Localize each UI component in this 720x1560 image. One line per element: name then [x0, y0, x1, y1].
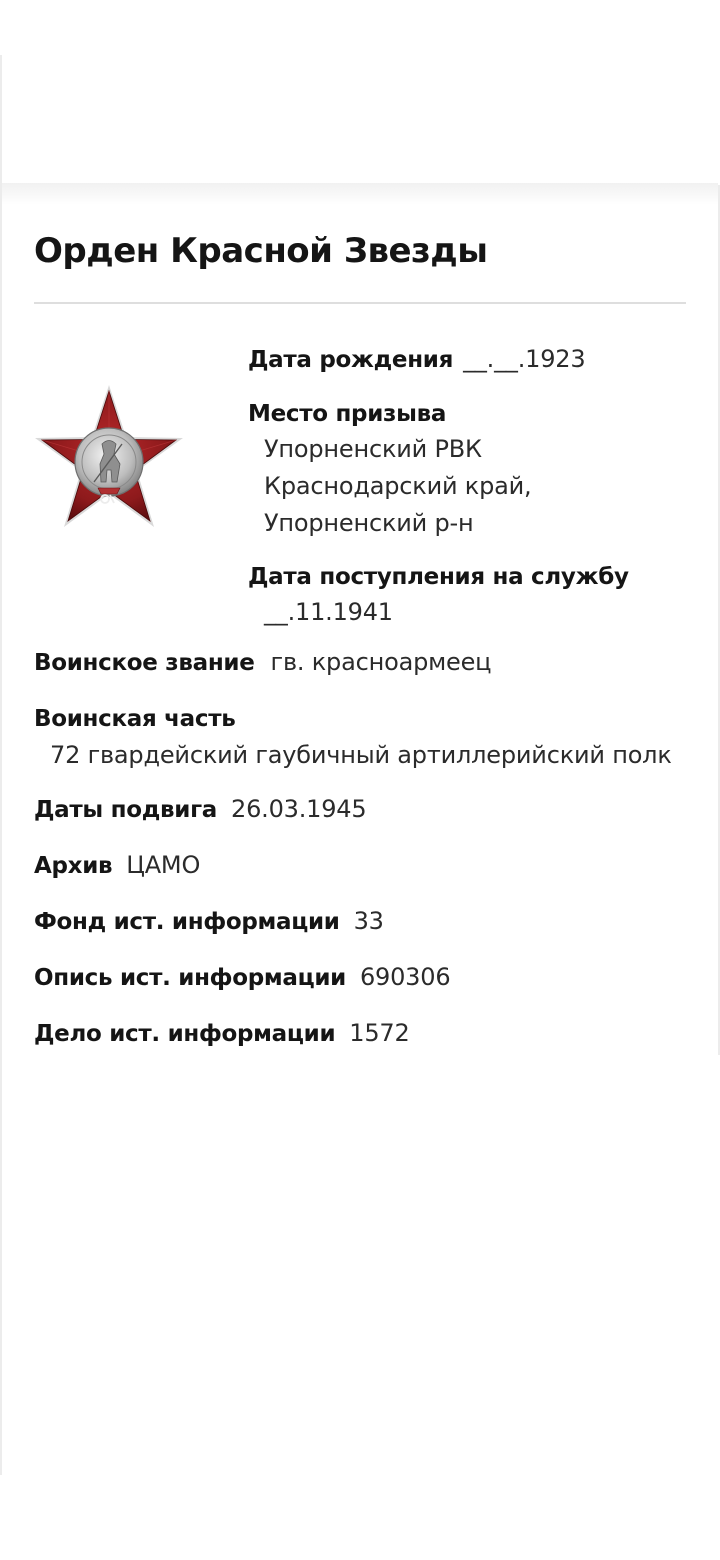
- delo-label: Дело ист. информации: [34, 1021, 336, 1047]
- unit-row: [34, 701, 686, 773]
- conscription-place-line-3: Упорненский р-н: [264, 509, 474, 537]
- feat-dates-value: 26.03.1945: [231, 795, 367, 823]
- birth-date-value: __.__.1923: [463, 345, 586, 373]
- feat-dates-row: [34, 792, 686, 829]
- bottom-fields: [34, 645, 686, 1072]
- delo-value: 1572: [349, 1019, 410, 1047]
- left-edge-line: [0, 55, 2, 1475]
- delo-row: [34, 1016, 686, 1053]
- service-start-label: Дата поступления на службу: [248, 564, 629, 590]
- opis-label: Опись ист. информации: [34, 965, 346, 991]
- archive-label: Архив: [34, 853, 113, 879]
- opis-value: 690306: [359, 963, 451, 991]
- birth-date-label: Дата рождения: [248, 347, 454, 373]
- top-fields: [248, 342, 688, 631]
- conscription-place-line-1: Упорненский РВК: [264, 435, 482, 463]
- service-start-row: [248, 560, 688, 631]
- rank-row: [34, 645, 686, 682]
- conscription-place-label: Место призыва: [248, 401, 447, 427]
- unit-value: 72 гвардейский гаубичный артиллерийский полк: [50, 741, 672, 769]
- birth-date-row: [248, 342, 688, 379]
- archive-row: [34, 848, 686, 885]
- conscription-place-row: [248, 397, 688, 542]
- conscription-place-line-2: Краснодарский край,: [264, 472, 532, 500]
- award-title: Орден Красной Звезды: [34, 231, 488, 271]
- award-card: [34, 205, 686, 644]
- unit-label: Воинская часть: [34, 706, 236, 732]
- fond-label: Фонд ист. информации: [34, 909, 340, 935]
- rank-label: Воинское звание: [34, 650, 255, 676]
- red-star-order-icon: [34, 382, 184, 532]
- fond-row: [34, 904, 686, 941]
- archive-value: ЦАМО: [126, 851, 201, 879]
- feat-dates-label: Даты подвига: [34, 797, 218, 823]
- opis-row: [34, 960, 686, 997]
- rank-value: гв. красноармеец: [270, 648, 492, 676]
- service-start-value: __.11.1941: [264, 598, 393, 626]
- award-top-block: [34, 304, 686, 644]
- fond-value: 33: [353, 907, 384, 935]
- card-top-shadow: [2, 183, 718, 205]
